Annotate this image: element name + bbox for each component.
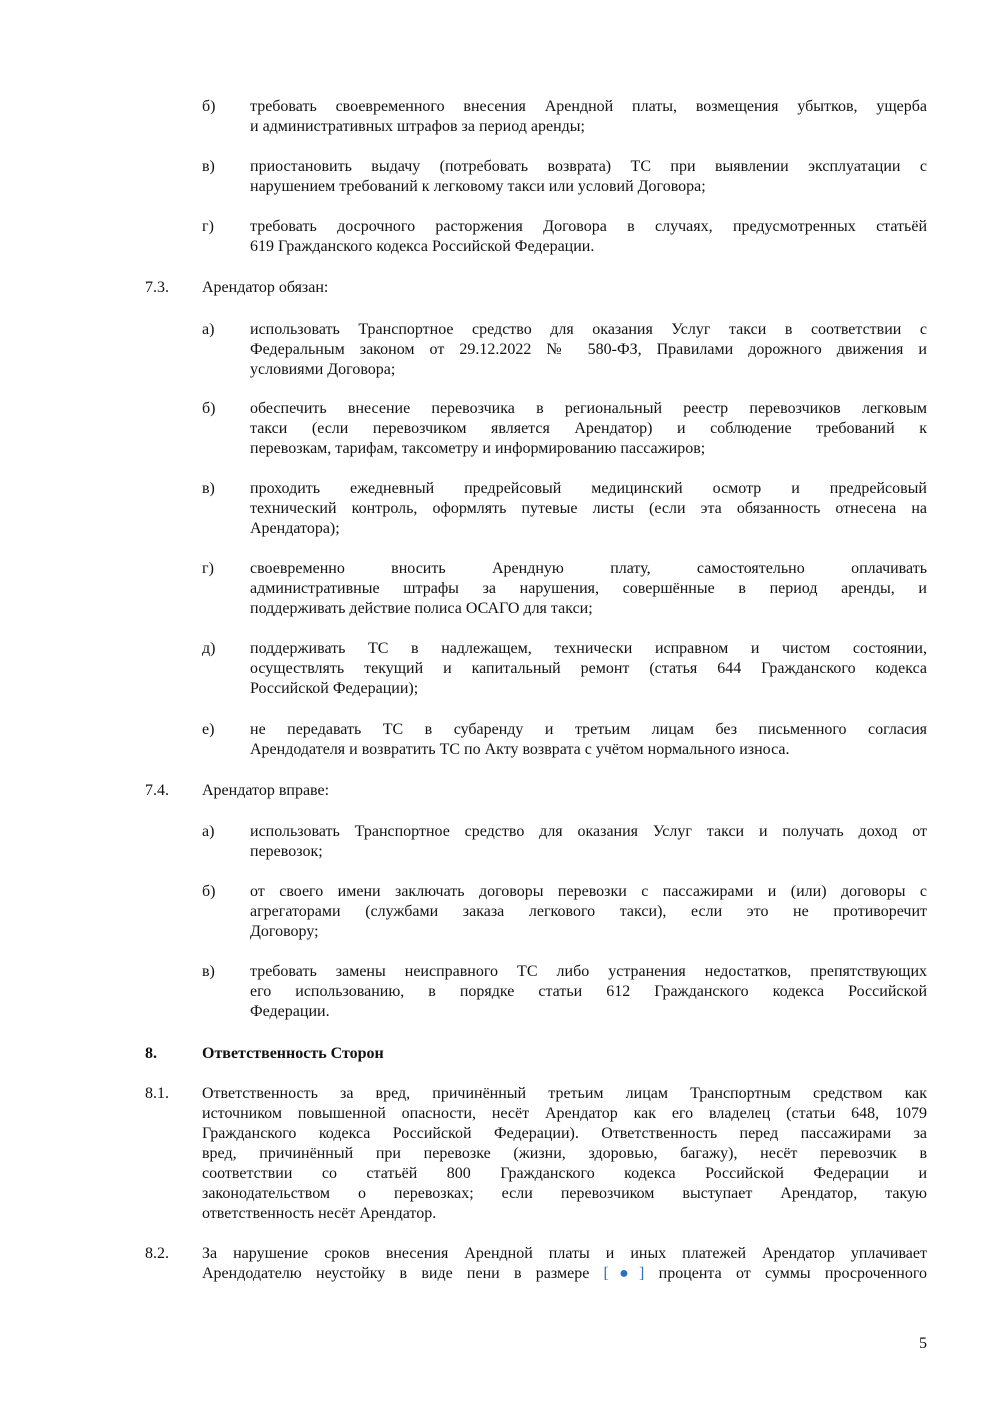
item-label: г) [202,560,214,577]
item-label: а) [202,321,215,338]
clause-text [250,962,927,1022]
text-line: обеспечить внесение перевозчика в региональный реестр перевозчиков легковым [250,400,927,417]
clause-text [250,399,927,459]
text-line: административные штрафы за нарушения, совершённые в период аренды, и [250,580,927,597]
text-line: требовать досрочного расторжения Договора в случаях, предусмотренных статьёй [250,218,927,235]
text-line: Гражданского кодекса Российской Федерации). Ответственность перед пассажирами за [202,1125,927,1142]
text-line: Ответственность за вред, причинённый третьим лицам Транспортным средством как [202,1085,927,1102]
item-label: а) [202,823,215,840]
clause-text [250,157,927,197]
placeholder-field: [●] [603,1265,645,1282]
clause-number: 7.4. [145,782,169,799]
clause-number: 7.3. [145,279,169,296]
text-line: использовать Транспортное средство для оказания Услуг такси и получать доход от [250,823,927,840]
text-line: проходить ежедневный предрейсовый медицинский осмотр и предрейсовый [250,480,927,497]
clause-text [202,1044,927,1064]
text-line: Арендодателю неустойку в виде пени в размере [●] процента от суммы просроченного [202,1265,927,1282]
text-line: источником повышенной опасности, несёт Арендатор как его владелец (статьи 648, 1079 [202,1105,927,1122]
text-line: соответствии со статьёй 800 Гражданского кодекса Российской Федерации и [202,1165,927,1182]
text-line: его использованию, в порядке статьи 612 Гражданского кодекса Российской [250,983,927,1000]
text-line: не передавать ТС в субаренду и третьим лицам без письменного согласия [250,721,927,738]
clause-text [250,559,927,619]
text-line: Федеральным законом от 29.12.2022 № 580-ФЗ, Правилами дорожного движения и [250,341,927,358]
clause-text [250,320,927,380]
text-line: Арендатора); [250,520,340,537]
text-line: использовать Транспортное средство для оказания Услуг такси в соответствии с [250,321,927,338]
item-label: д) [202,640,216,657]
text-line: За нарушение сроков внесения Арендной платы и иных платежей Арендатор уплачивает [202,1245,927,1262]
item-label: в) [202,158,215,175]
clause-number: 8. [145,1045,157,1062]
clause-text [250,720,927,760]
text-line: поддерживать действие полиса ОСАГО для такси; [250,600,593,617]
item-label: в) [202,963,215,980]
clause-text [202,1084,927,1224]
text-line: технический контроль, оформлять путевые листы (если эта обязанность отнесена на [250,500,927,517]
item-label: г) [202,218,214,235]
clause-text [202,278,927,298]
item-label: б) [202,400,216,417]
clause-text [202,1244,927,1284]
text-line: агрегаторами (службами заказа легкового такси), если это не противоречит [250,903,927,920]
text-line: перевозкам, тарифам, таксометру и информированию пассажиров; [250,440,706,457]
clause-text [202,781,927,801]
clause-text [250,822,927,862]
clause-text [250,639,927,699]
text-line: поддерживать ТС в надлежащем, технически исправном и чистом состоянии, [250,640,927,657]
text-line: и административных штрафов за период аренды; [250,118,585,135]
text-line: нарушением требований к легковому такси или условий Договора; [250,178,706,195]
item-label: в) [202,480,215,497]
text-line: Арендодателя и возвратить ТС по Акту возврата с учётом нормального износа. [250,741,790,758]
text-line: Российской Федерации); [250,680,419,697]
text-line: требовать замены неисправного ТС либо устранения недостатков, препятствующих [250,963,927,980]
clause-text [250,217,927,257]
item-label: е) [202,721,215,738]
clause-number: 8.2. [145,1245,169,1262]
clause-text [250,97,927,137]
text-line: вред, причинённый при перевозке (жизни, здоровью, багажу), несёт перевозчик в [202,1145,927,1162]
text-line: законодательством о перевозках; если перевозчиком выступает Арендатор, такую [202,1185,927,1202]
text-line: Арендатор вправе: [202,782,330,799]
clause-number: 8.1. [145,1085,169,1102]
text-line: требовать своевременного внесения Арендной платы, возмещения убытков, ущерба [250,98,927,115]
text-line: Федерации. [250,1003,330,1020]
item-label: б) [202,883,216,900]
text-line: 619 Гражданского кодекса Российской Федерации. [250,238,595,255]
text-line: Ответственность Сторон [202,1045,384,1062]
page-number: 5 [919,1335,927,1352]
text-line: от своего имени заключать договоры перевозки с пассажирами и (или) договоры с [250,883,927,900]
clause-text [250,882,927,942]
text-line: перевозок; [250,843,323,860]
text-line: приостановить выдачу (потребовать возврата) ТС при выявлении эксплуатации с [250,158,927,175]
item-label: б) [202,98,216,115]
text-line: такси (если перевозчиком является Арендатор) и соблюдение требований к [250,420,927,437]
text-line: Договору; [250,923,319,940]
text-line: осуществлять текущий и капитальный ремонт (статья 644 Гражданского кодекса [250,660,927,677]
text-line: своевременно вносить Арендную плату, самостоятельно оплачивать [250,560,927,577]
text-line: условиями Договора; [250,361,396,378]
text-line: ответственность несёт Арендатор. [202,1205,437,1222]
text-line: Арендатор обязан: [202,279,329,296]
clause-text [250,479,927,539]
